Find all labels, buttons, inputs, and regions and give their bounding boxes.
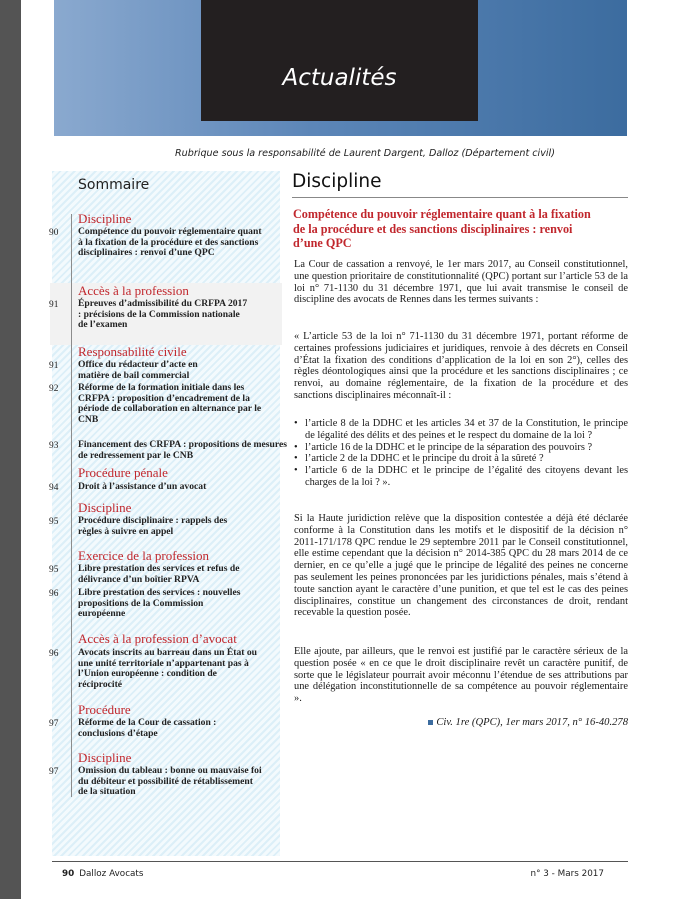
section-heading: Discipline bbox=[292, 171, 382, 192]
question-item: • l’article 8 de la DDHC et les articles 34 et 37 de la Constitution, le principe de légalité des délits et des peines et le respect du domaine de la loi ? bbox=[294, 418, 628, 442]
footer-issue: n° 3 - Mars 2017 bbox=[530, 869, 604, 879]
toc-entry-text: Libre prestation des services : nouvelles propositions de la Commission européenne bbox=[78, 587, 241, 620]
toc-entry-text: Réforme de la formation initiale dans les CRFPA : proposition d’encadrement de la période de collaboration en alternance par le CNB bbox=[78, 382, 262, 425]
toc-section-title: Discipline bbox=[78, 750, 132, 765]
sommaire-title: Sommaire bbox=[78, 177, 150, 193]
banner-title-box bbox=[201, 0, 478, 121]
article-paragraph-4: Elle ajoute, par ailleurs, que le renvoi est justifié par le caractère sérieux de la question posée « en ce que le droit disciplinaire revêt un caractère punitif, de sorte que le législateur pourrait avoir méconnu l’étendue de ses attributions par une délégation inconstitutionnelle de sa compétence au pouvoir réglementaire ». bbox=[294, 646, 628, 705]
toc-section-title: Accès à la profession bbox=[78, 283, 189, 298]
sommaire-sidebar bbox=[49, 171, 287, 856]
toc-page-number: 96 bbox=[49, 649, 59, 659]
toc-entry-text: Réforme de la Cour de cassation : conclusions d’étape bbox=[78, 717, 217, 739]
toc-section-title: Discipline bbox=[78, 500, 132, 515]
toc-page-number: 91 bbox=[49, 361, 59, 371]
citation-text: Civ. 1re (QPC), 1er mars 2017, n° 16-40.278 bbox=[436, 717, 628, 728]
article-title: Compétence du pouvoir réglementaire quant à la fixation de la procédure et des sanctions disciplinaires : renvoi d’une QPC bbox=[293, 207, 591, 251]
toc-page-number: 96 bbox=[49, 589, 59, 599]
toc-page-number: 95 bbox=[49, 565, 59, 575]
case-citation bbox=[414, 717, 628, 728]
sommaire-header bbox=[52, 171, 280, 199]
rubric-credit: Rubrique sous la responsabilité de Laurent Dargent, Dalloz (Département civil) bbox=[175, 148, 555, 159]
question-item: • l’article 6 de la DDHC et le principe de l’égalité des citoyens devant les charges de la loi ? ». bbox=[294, 465, 628, 489]
toc-entry-text: Épreuves d’admissibilité du CRFPA 2017 : précisions de la Commission nationale de l’examen bbox=[78, 298, 248, 331]
footer-page-number: 90 bbox=[62, 869, 75, 879]
banner-title: Actualités bbox=[282, 65, 397, 91]
toc-entry-text: Office du rédacteur d’acte en matière de bail commercial bbox=[78, 359, 198, 381]
toc-entry-text: Avocats inscrits au barreau dans un État ou une unité territoriale n’appartenant pas à l’Union européenne : condition de réciprocité bbox=[78, 647, 258, 690]
footer-publication: Dalloz Avocats bbox=[79, 869, 144, 879]
toc-section-title: Discipline bbox=[78, 211, 132, 226]
question-item: • l’article 2 de la DDHC et le principe du droit à la sûreté ? bbox=[294, 453, 628, 465]
question-list bbox=[294, 418, 628, 489]
toc-section-title: Accès à la profession d’avocat bbox=[78, 631, 237, 646]
toc-entry-text: Procédure disciplinaire : rappels des règles à suivre en appel bbox=[78, 515, 228, 537]
toc-section-highlighted bbox=[50, 283, 282, 345]
toc-page-number: 97 bbox=[49, 767, 59, 777]
toc-section-title: Procédure bbox=[78, 702, 131, 717]
article-paragraph-2: « L’article 53 de la loi n° 71-1130 du 31 décembre 1971, portant réforme de certaines professions judiciaires et juridiques, renvoie à des décrets en Conseil d’État la fixation des conditions d’application de la loi en son 2°), celles des règles déontologiques ainsi que la procédure et les sanctions disciplinaires ; ce renvoi, au domaine réglementaire, de la fixation de la procédure et des sanctions disciplinaires méconnaît-il : bbox=[294, 331, 628, 401]
toc-section-title: Exercice de la profession bbox=[78, 548, 210, 563]
toc-section-title: Procédure pénale bbox=[78, 465, 168, 480]
square-bullet-icon bbox=[428, 720, 433, 725]
article-paragraph-1: La Cour de cassation a renvoyé, le 1er mars 2017, au Conseil constitutionnel, une question prioritaire de constitutionnalité (QPC) portant sur l’article 53 de la loi n° 71-1130 du 31 décembre 1971, que lui avait transmise le conseil de discipline des avocats de Rennes dans les termes suivants : bbox=[294, 259, 628, 306]
question-item: • l’article 16 de la DDHC et le principe de la séparation des pouvoirs ? bbox=[294, 442, 628, 454]
toc-entry-text: Financement des CRFPA : propositions de mesures de redressement par le CNB bbox=[78, 439, 287, 461]
toc-entry-text: Droit à l’assistance d’un avocat bbox=[78, 481, 207, 492]
article-paragraph-3: Si la Haute juridiction relève que la disposition contestée a déjà été déclarée conforme à la Constitution dans les motifs et le dispositif de la décision n° 2011-171/178 QPC rendue le 29 septembre 2011 par le Conseil constitutionnel, elle estime cependant que la décision n° 2014-385 QPC du 28 mars 2014 de ce dernier, en ce qu’elle a jugé que le principe de légalité des peines ne concerne pas seulement les peines prononcées par les juridictions pénales, mais s’étend à toute sanction ayant le caractère d’une punition, et que tel est le cas des peines disciplinaires, constitue un changement des circonstances de droit, rendant recevable la question posée. bbox=[294, 513, 628, 619]
footer-left bbox=[62, 869, 143, 879]
sommaire-vertical-rule bbox=[71, 214, 72, 797]
heading-rule bbox=[292, 197, 628, 198]
page-edge-strip bbox=[0, 0, 21, 899]
toc-section-title: Responsabilité civile bbox=[78, 344, 187, 359]
toc-page-number: 97 bbox=[49, 719, 59, 729]
toc-entry-text: Compétence du pouvoir réglementaire quant à la fixation de la procédure et des sanctions disciplinaires : renvoi d’une QPC bbox=[78, 226, 262, 259]
header-banner bbox=[54, 0, 627, 136]
toc-page-number: 90 bbox=[49, 228, 59, 238]
toc-entry-text: Libre prestation des services et refus de délivrance d’un boîtier RPVA bbox=[78, 563, 240, 585]
toc-page-number: 95 bbox=[49, 517, 59, 527]
toc-page-number: 92 bbox=[49, 384, 59, 394]
toc-entry-text: Omission du tableau : bonne ou mauvaise foi du débiteur et possibilité de rétablissement de la situation bbox=[78, 765, 262, 798]
footer-rule bbox=[52, 861, 628, 862]
toc-page-number: 93 bbox=[49, 441, 59, 451]
toc-page-number: 94 bbox=[49, 483, 59, 493]
toc-page-number: 91 bbox=[49, 300, 59, 310]
